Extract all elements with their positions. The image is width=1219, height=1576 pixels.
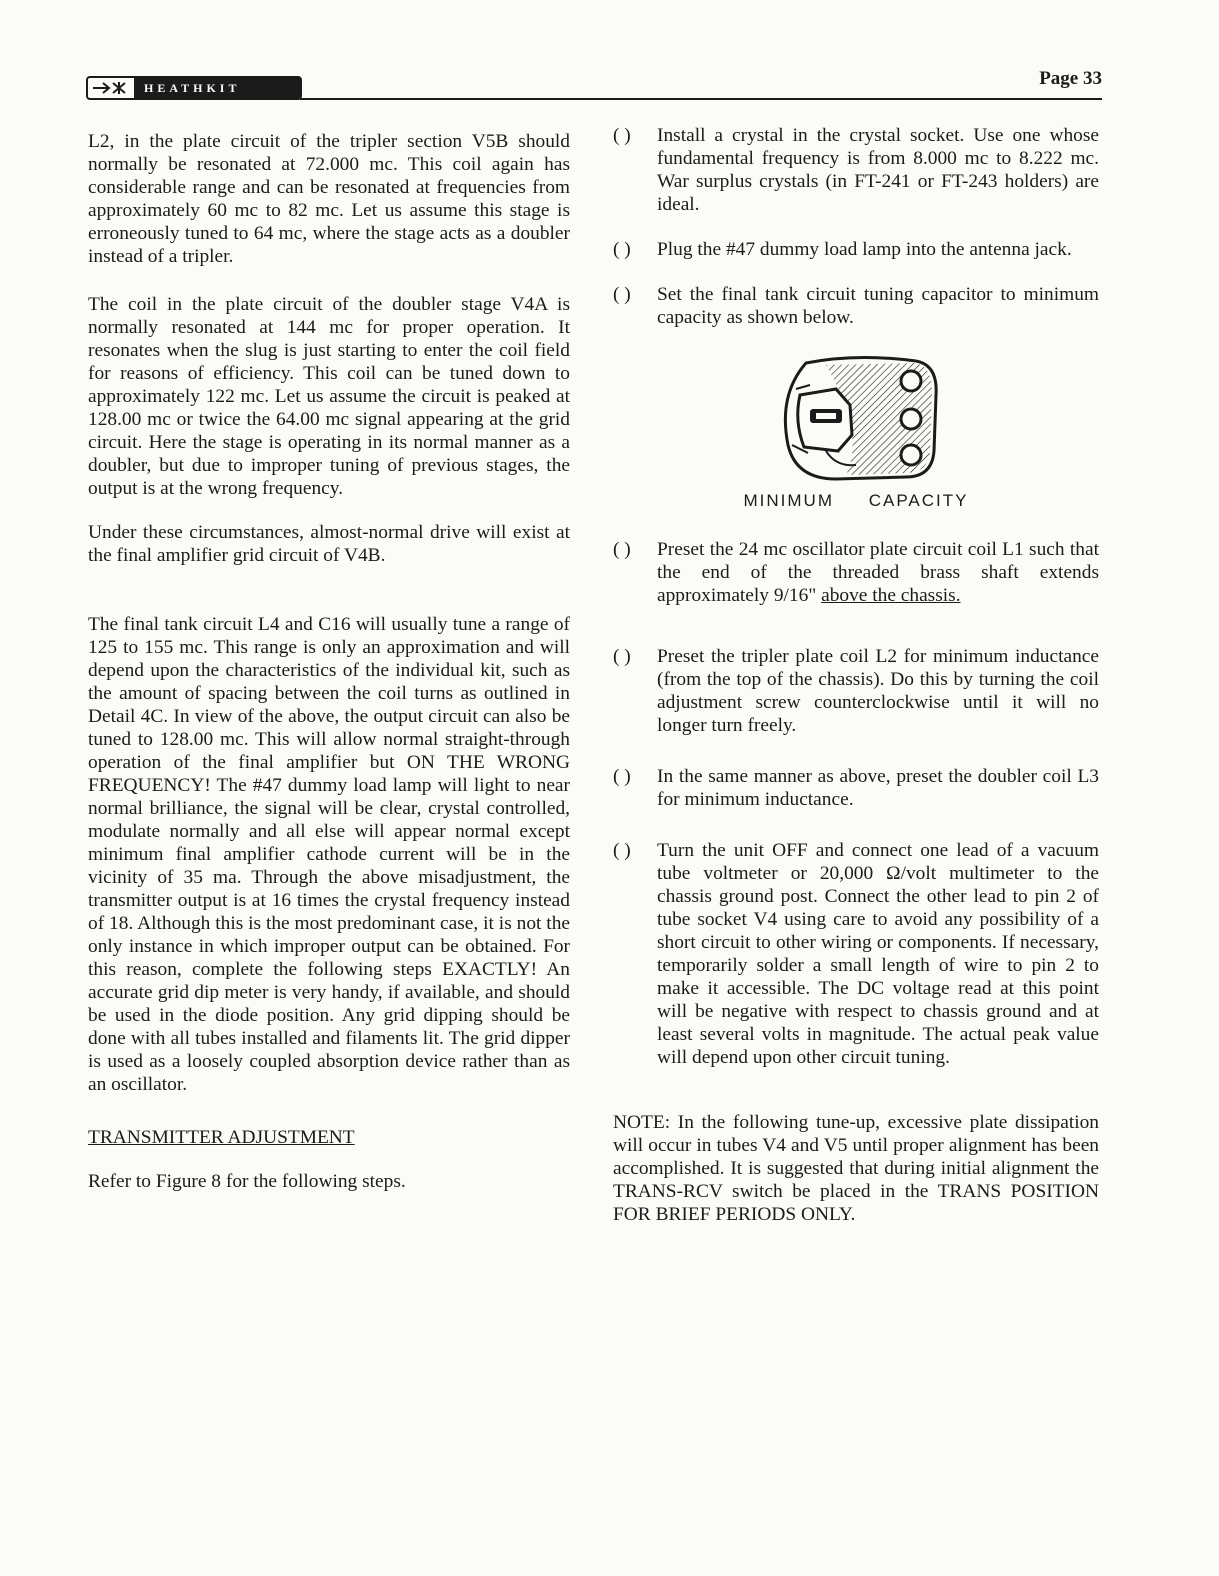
paragraph-tripler: L2, in the plate circuit of the tripler section V5B should normally be resonated at 72.000 mc. This coil again has considerable range and can be resonated at frequencies from approximately 60 mc to 82 mc. Let us assume this stage is erroneously tuned to 64 mc, where the stage acts as a doubler instead of a tripler. [88, 131, 570, 267]
caption-capacity: CAPACITY [868, 491, 969, 510]
figure-caption [730, 489, 983, 512]
step-text: In the same manner as above, preset the doubler coil L3 for minimum inductance. [657, 766, 1099, 810]
step-checkbox[interactable]: ( ) [613, 840, 631, 861]
step-plug-lamp [613, 238, 1099, 261]
step-checkbox[interactable]: ( ) [613, 284, 631, 305]
step-text-part: Preset the 24 mc oscillator plate circuit coil L1 such that the end of the threaded brass shaft extends approximately 9/16" [657, 539, 1099, 606]
note-paragraph: NOTE: In the following tune-up, excessive plate dissipation will occur in tubes V4 and V5 until proper alignment has been accomplished. It is suggested that during initial alignment the TRANS-RCV switch be placed in the TRANS POSITION FOR BRIEF PERIODS ONLY. [613, 1112, 1099, 1225]
paragraph-circumstances: Under these circumstances, almost-normal drive will exist at the final amplifier grid circuit of V4B. [88, 522, 570, 566]
step-preset-l1 [613, 538, 1099, 607]
section-heading: TRANSMITTER ADJUSTMENT [88, 1127, 355, 1148]
right-column [613, 124, 1099, 1247]
heathkit-logo [86, 76, 302, 100]
step-checkbox[interactable]: ( ) [613, 239, 631, 260]
paragraph-final-tank: The final tank circuit L4 and C16 will usually tune a range of 125 to 155 mc. This range is only an approximation and will depend upon the characteristics of the individual kit, such as the amount of spacing between the coil turns as outlined in Detail 4C. In view of the above, the output circuit can also be tuned to 128.00 mc. This will allow normal straight-through operation of the final amplifier but ON THE WRONG FREQUENCY! The #47 dummy load lamp will light to near normal brilliance, the signal will be clear, crystal controlled, modulate normally and all else will appear normal except minimum final amplifier cathode current will be in the vicinity of 35 ma. Through the above misadjustment, the transmitter output is at 16 times the crystal frequency instead of 18. Although this is the most predominant case, it is not the only instance in which improper output can be obtained. For this reason, complete the following steps EXACTLY! An accurate grid dip meter is very handy, if available, and should be used in the diode position. Any grid dipping should be done with all tubes installed and filaments lit. The grid dipper is used as a loosely coupled absorption device rather than as an oscillator. [88, 614, 570, 1095]
step-preset-l2 [613, 645, 1099, 737]
step-text: Plug the #47 dummy load lamp into the antenna jack. [657, 239, 1072, 260]
page-number: Page 33 [1039, 68, 1102, 89]
paragraph-refer: Refer to Figure 8 for the following steps. [88, 1171, 406, 1192]
header-rule [300, 98, 1102, 100]
step-text: Preset the tripler plate coil L2 for minimum inductance (from the top of the chassis). Do this by turning the coil adjustment screw counterclockwise until it will no longer turn freely. [657, 646, 1099, 736]
heathkit-emblem-icon [88, 78, 134, 98]
minimum-capacity-figure [613, 355, 1099, 512]
step-text: Turn the unit OFF and connect one lead of a vacuum tube voltmeter or 20,000 Ω/volt multimeter to the chassis ground post. Connect the other lead to pin 2 of tube socket V4 using care to avoid any possibility of a short circuit to other wiring or components. If necessary, temporarily solder a small length of wire to pin 2 to make it accessible. The DC voltage read at this point will be negative with respect to chassis ground and at least several volts in magnitude. The actual peak value will depend upon other circuit tuning. [657, 840, 1099, 1068]
step-checkbox[interactable]: ( ) [613, 766, 631, 787]
step-checkbox[interactable]: ( ) [613, 646, 631, 667]
step-set-capacitor [613, 283, 1099, 329]
step-text: Install a crystal in the crystal socket. Use one whose fundamental frequency is from 8.000 mc to 8.222 mc. War surplus crystals (in FT-241 or FT-243 holders) are ideal. [657, 125, 1099, 215]
step-checkbox[interactable]: ( ) [613, 125, 631, 146]
step-text [657, 538, 1099, 607]
logo-text: HEATHKIT [144, 80, 241, 95]
step-install-crystal [613, 124, 1099, 216]
step-preset-l3 [613, 765, 1099, 811]
left-column [88, 130, 570, 1214]
page-header [86, 68, 1102, 102]
step-connect-voltmeter [613, 839, 1099, 1069]
step-text: Set the final tank circuit tuning capacitor to minimum capacity as shown below. [657, 284, 1099, 328]
paragraph-doubler: The coil in the plate circuit of the doubler stage V4A is normally resonated at 144 mc for proper operation. It resonates when the slug is just starting to enter the coil field for reasons of efficiency. This coil can be tuned down to approximately 122 mc. Let us assume the circuit is peaked at 128.00 mc or twice the 64.00 mc signal appearing at the grid circuit. Here the stage is operating in its normal manner as a doubler, but due to improper tuning of previous stages, the output is at the wrong frequency. [88, 294, 570, 499]
step-text-underlined: above the chassis. [821, 585, 961, 606]
step-checkbox[interactable]: ( ) [613, 539, 631, 560]
capacitor-illustration [766, 355, 946, 485]
caption-minimum: MINIMUM [743, 491, 834, 510]
